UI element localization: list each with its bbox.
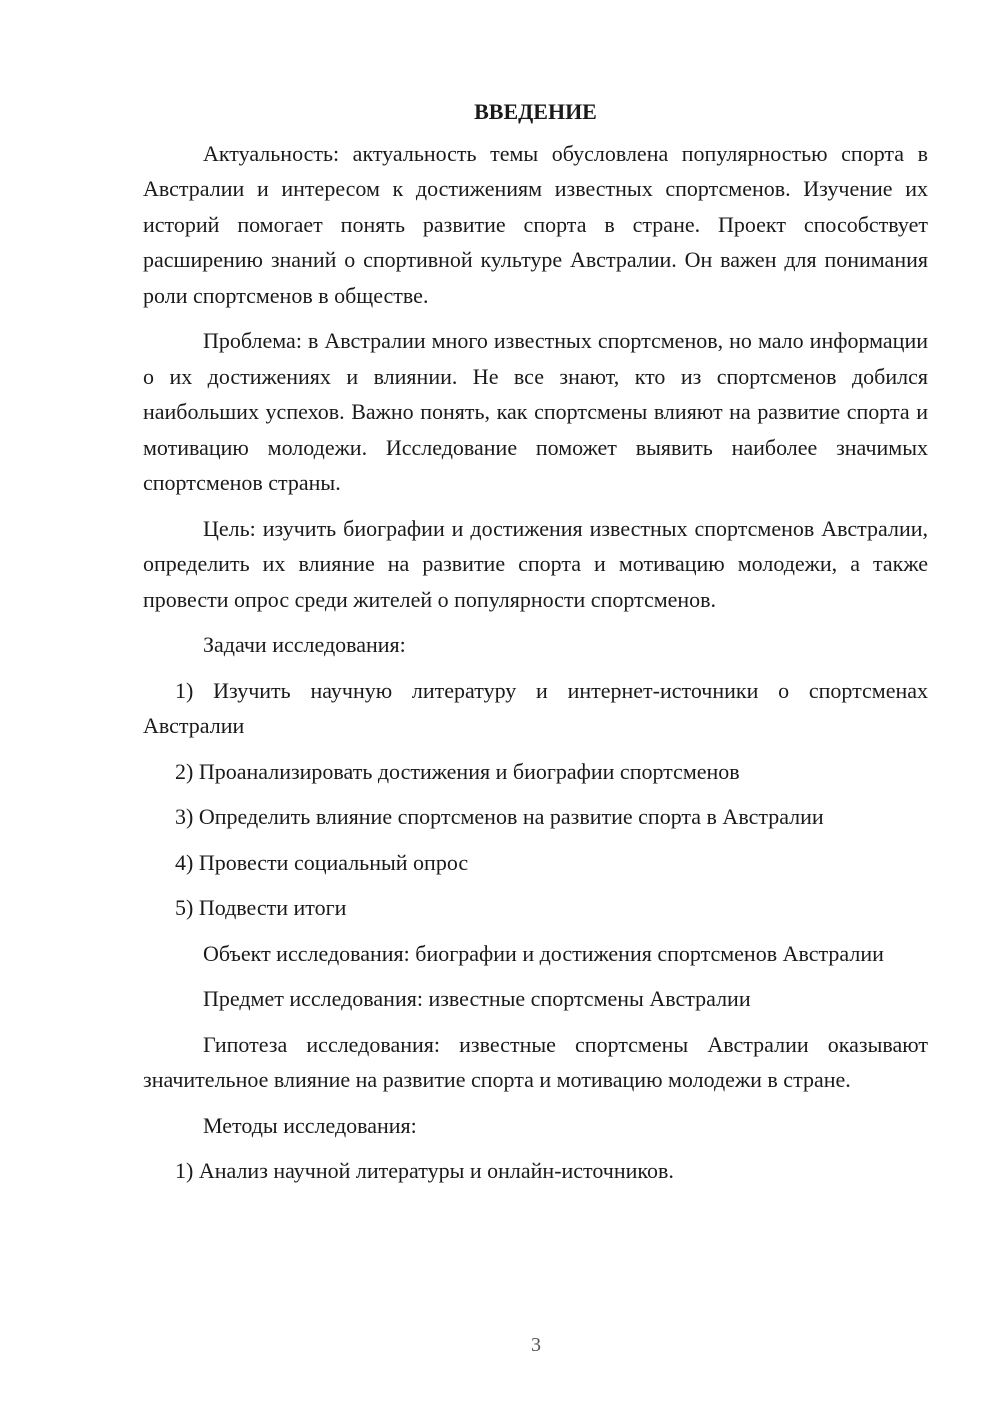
list-item: 5) Подвести итоги <box>175 895 347 920</box>
tasks-label: Задачи исследования: <box>203 632 406 657</box>
list-item: 4) Провести социальный опрос <box>175 849 469 875</box>
tasks-list <box>143 673 928 926</box>
page-number: 3 <box>531 1334 541 1356</box>
list-item: 2) Проанализировать достижения и биографии спортсменов <box>175 758 740 784</box>
hypothesis-paragraph: Гипотеза исследования: известные спортсмены Австралии оказывают значительное влияние на развитие спорта и мотивацию молодежи в стране. <box>143 1031 928 1092</box>
methods-label: Методы исследования: <box>203 1112 417 1138</box>
list-item: 1) Анализ научной литературы и онлайн-источников. <box>175 1158 674 1183</box>
relevance-paragraph: Актуальность: актуальность темы обусловлена популярностью спорта в Австралии и интересом к достижениям известных спортсменов. Изучение их историй помогает понять развитие спорта в стране. Проект способствует расширению знаний о спортивной культуре Австралии. Он важен для понимания роли спортсменов в обществе. <box>143 140 928 308</box>
object-paragraph: Объект исследования: биографии и достижения спортсменов Австралии <box>203 940 884 966</box>
subject-paragraph: Предмет исследования: известные спортсмены Австралии <box>203 986 751 1011</box>
methods-list <box>143 1153 928 1189</box>
page-content <box>143 94 928 1199</box>
list-item: 3) Определить влияние спортсменов на развитие спорта в Австралии <box>175 804 824 829</box>
goal-paragraph: Цель: изучить биографии и достижения известных спортсменов Австралии, определить их влияние на развитие спорта и мотивацию молодежи, а также провести опрос среди жителей о популярности спортсменов. <box>143 515 928 612</box>
list-item: 1) Изучить научную литературу и интернет-источники о спортсменах Австралии <box>143 677 928 738</box>
problem-paragraph: Проблема: в Австралии много известных спортсменов, но мало информации о их достижениях и влиянии. Не все знают, кто из спортсменов добился наибольших успехов. Важно понять, как спортсмены влияют на развитие спорта и мотивацию молодежи. Исследование поможет выявить наиболее значимых спортсменов страны. <box>143 328 928 495</box>
page-title: ВВЕДЕНИЕ <box>474 99 597 124</box>
